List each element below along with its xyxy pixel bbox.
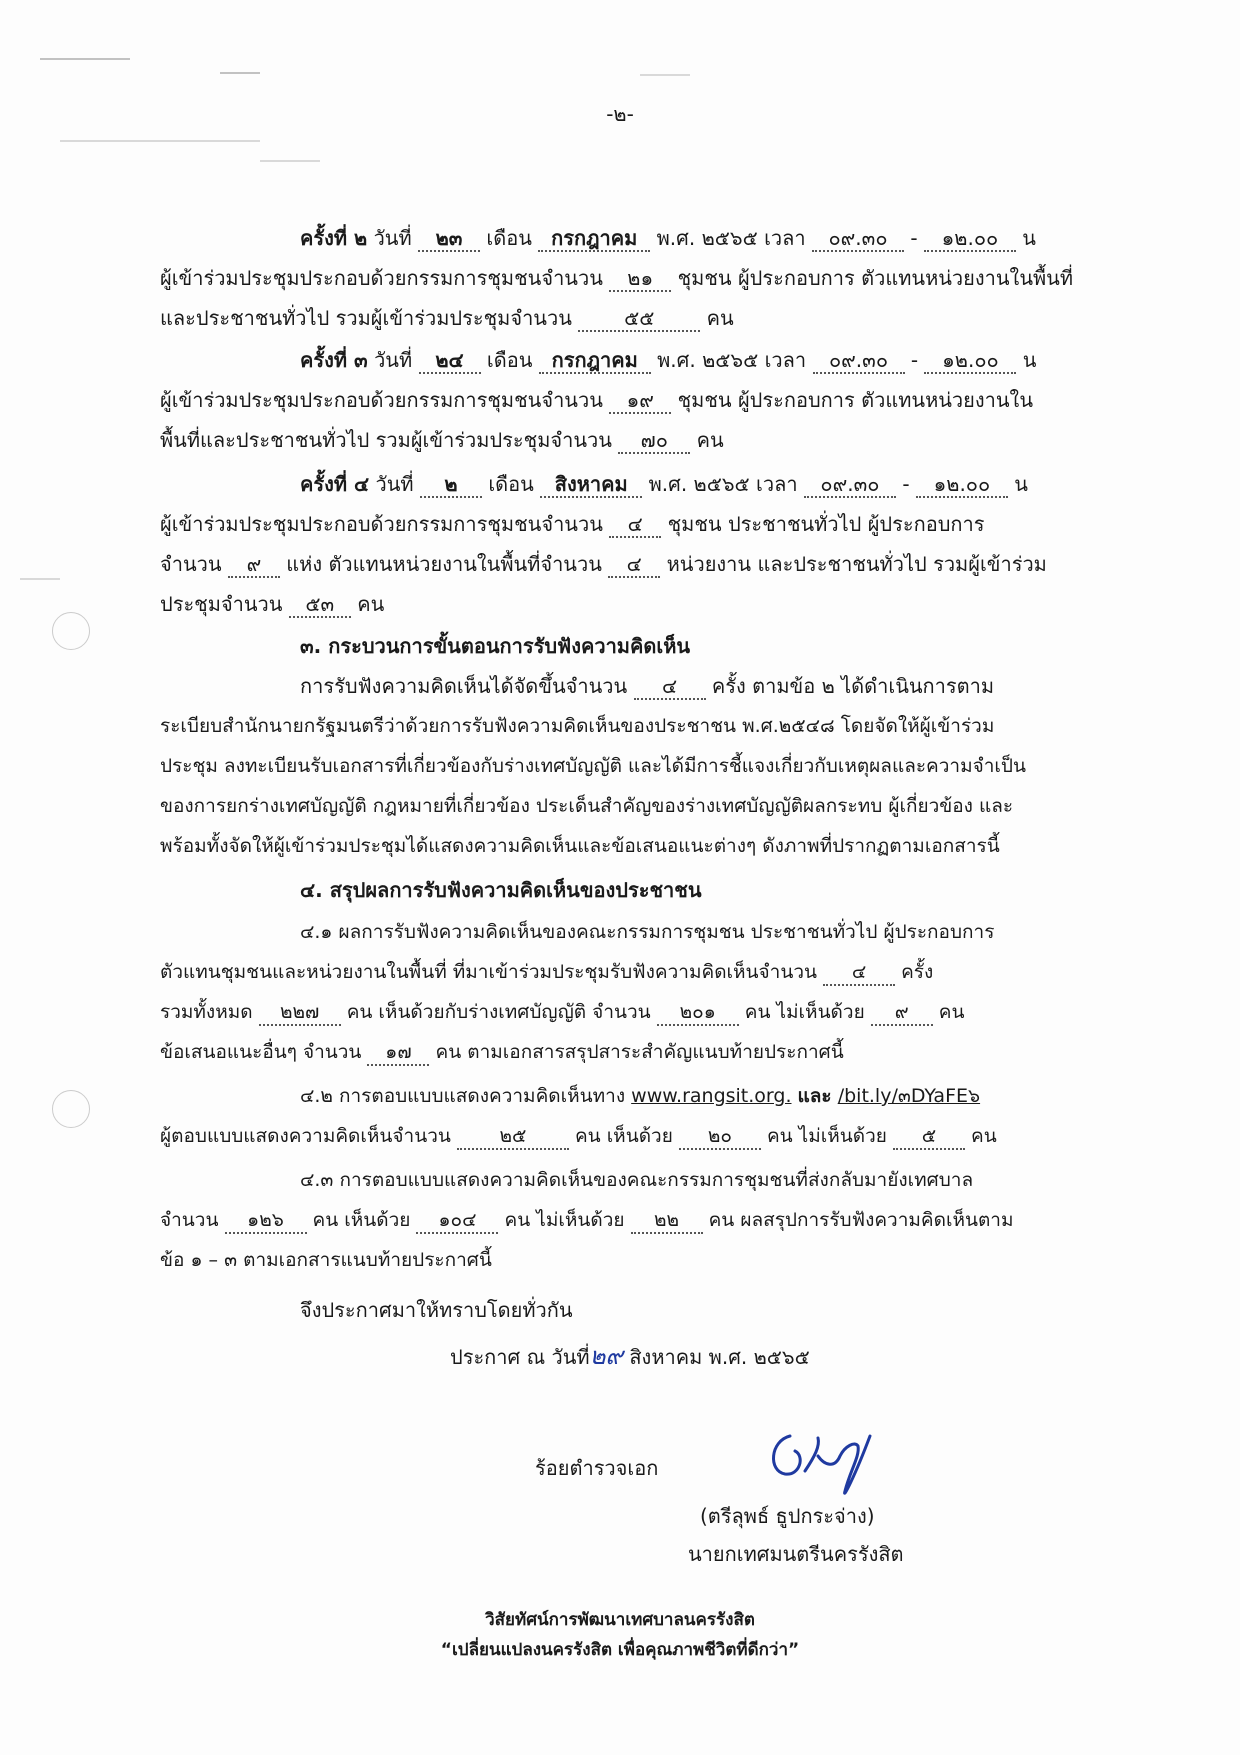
text: ชุมชน ผู้ประกอบการ ตัวแทนหน่วยงานใน <box>677 388 1033 412</box>
session4-agencies: ๔ <box>608 552 660 578</box>
text: ประกาศ ณ วันที่ <box>450 1345 590 1369</box>
text: คน <box>357 592 385 616</box>
text: เดือน <box>486 226 532 250</box>
text: หน่วยงาน และประชาชนทั่วไป รวมผู้เข้าร่วม <box>666 552 1047 576</box>
text: จำนวน <box>160 552 222 576</box>
vision-title: วิสัยทัศน์การพัฒนาเทศบาลนครรังสิต <box>485 1610 755 1630</box>
signature-icon <box>760 1416 900 1506</box>
session2-communities: ๒๑ <box>609 266 671 292</box>
signer-rank: ร้อยตำรวจเอก <box>535 1456 659 1480</box>
text: พ.ศ. ๒๕๖๕ เวลา <box>648 472 798 496</box>
text: วันที่ <box>373 226 412 250</box>
text: - <box>910 226 918 250</box>
text: คน <box>938 1001 965 1023</box>
session4-total: ๕๓ <box>289 592 351 618</box>
session4-operators: ๙ <box>228 552 280 578</box>
text: ชุมชน ประชาชนทั่วไป ผู้ประกอบการ <box>667 512 985 536</box>
text: ประชุมจำนวน <box>160 592 283 616</box>
session4-time-end: ๑๒.๐๐ <box>916 472 1008 498</box>
session2-line2 <box>160 258 1090 298</box>
section4-1-line4 <box>160 1032 1090 1072</box>
session3-label: ครั้งที่ ๓ <box>300 348 368 372</box>
scan-speck <box>40 58 130 60</box>
session2-line1 <box>300 218 1090 258</box>
section4-3-line2 <box>160 1200 1090 1240</box>
section3-line3: ประชุม ลงทะเบียนรับเอกสารที่เกี่ยวข้องกับร่างเทศบัญญัติ และได้มีการชี้แจงเกี่ยวกับเหตุผลและความจำเป็น <box>160 755 1026 777</box>
session4-day: ๒ <box>420 472 482 498</box>
text: จำนวน <box>160 1209 219 1231</box>
text: รวมทั้งหมด <box>160 1001 253 1023</box>
signer-name: (ตรีลุพธ์ ธูปกระจ่าง) <box>700 1504 875 1528</box>
session2-time-start: ๐๙.๓๐ <box>812 226 904 252</box>
s42-total: ๒๕ <box>457 1124 569 1150</box>
text: ครั้ง <box>901 961 934 983</box>
text: วันที่ <box>374 348 413 372</box>
s42-agree: ๒๐ <box>679 1124 761 1150</box>
session3-line2 <box>160 380 1090 420</box>
session4-communities: ๔ <box>609 512 661 538</box>
session4-line1 <box>300 464 1090 504</box>
text: เดือน <box>488 472 534 496</box>
s41-disagree: ๙ <box>871 1000 933 1026</box>
page-number: -๒- <box>606 102 634 126</box>
text: แห่ง ตัวแทนหน่วยงานในพื้นที่จำนวน <box>286 552 602 576</box>
text: พ.ศ. ๒๕๖๕ เวลา <box>657 348 807 372</box>
section4-1-line3 <box>160 992 1090 1032</box>
text: เดือน <box>486 348 533 372</box>
text: คน <box>696 428 724 452</box>
text: คน ไม่เห็นด้วย <box>766 1125 887 1147</box>
session4-time-start: ๐๙.๓๐ <box>804 472 896 498</box>
signature <box>760 1416 900 1506</box>
text: ผู้เข้าร่วมประชุมประกอบด้วยกรรมการชุมชนจำนวน <box>160 266 603 290</box>
text: น <box>1014 472 1028 496</box>
announcement-line: จึงประกาศมาให้ทราบโดยทั่วกัน <box>300 1298 573 1322</box>
text: และ <box>797 1085 832 1107</box>
session4-month: สิงหาคม <box>540 472 642 498</box>
punch-hole-mark <box>52 612 90 650</box>
section3-line4: ของการยกร่างเทศบัญญัติ กฎหมายที่เกี่ยวข้อง ประเด็นสำคัญของร่างเทศบัญญัติผลกระทบ ผู้เกี่ยวข้อง และ <box>160 795 1014 817</box>
session3-communities: ๑๙ <box>609 388 671 414</box>
text: พ.ศ. ๒๕๖๕ เวลา <box>656 226 806 250</box>
section3-heading: ๓. กระบวนการขั้นตอนการรับฟังความคิดเห็น <box>300 634 691 658</box>
session2-day: ๒๓ <box>418 226 480 252</box>
session3-line3 <box>160 420 1090 460</box>
text: ชุมชน ผู้ประกอบการ ตัวแทนหน่วยงานในพื้นที่ <box>677 266 1074 290</box>
session2-month: กรกฎาคม <box>538 226 650 252</box>
s41-times: ๔ <box>823 960 895 986</box>
text: ผู้เข้าร่วมประชุมประกอบด้วยกรรมการชุมชนจำนวน <box>160 388 603 412</box>
s43-agree: ๑๐๔ <box>416 1208 498 1234</box>
scan-speck <box>220 72 260 74</box>
text: คน <box>706 306 734 330</box>
text: ผู้ตอบแบบแสดงความคิดเห็นจำนวน <box>160 1125 451 1147</box>
text: ๔.๒ การตอบแบบแสดงความคิดเห็นทาง <box>300 1085 626 1107</box>
text: ข้อเสนอแนะอื่นๆ จำนวน <box>160 1041 362 1063</box>
text: คน ไม่เห็นด้วย <box>504 1209 625 1231</box>
text: การรับฟังความคิดเห็นได้จัดขึ้นจำนวน <box>300 674 628 698</box>
s41-agree: ๒๐๑ <box>657 1000 739 1026</box>
rangsit-website-link[interactable]: www.rangsit.org. <box>631 1085 792 1107</box>
session4-line2 <box>160 504 1090 544</box>
section3-count: ๔ <box>634 674 706 700</box>
text: คน ไม่เห็นด้วย <box>744 1001 865 1023</box>
handwritten-day: ๒๙ <box>589 1342 623 1370</box>
s43-disagree: ๒๒ <box>631 1208 703 1234</box>
text: น <box>1022 348 1037 372</box>
text: คน <box>971 1125 997 1147</box>
text: - <box>902 472 910 496</box>
text: คน เห็นด้วย <box>312 1209 411 1231</box>
section3-line5: พร้อมทั้งจัดให้ผู้เข้าร่วมประชุมได้แสดงความคิดเห็นและข้อเสนอแนะต่างๆ ดังภาพที่ปรากฏตามเอกสารนี้ <box>160 835 1000 857</box>
text: ตัวแทนชุมชนและหน่วยงานในพื้นที่ ที่มาเข้าร่วมประชุมรับฟังความคิดเห็นจำนวน <box>160 961 817 983</box>
s41-other: ๑๗ <box>367 1040 429 1066</box>
session2-label: ครั้งที่ ๒ <box>300 226 368 250</box>
text: คน เห็นด้วยกับร่างเทศบัญญัติ จำนวน <box>346 1001 651 1023</box>
session4-line4 <box>160 584 1090 624</box>
section4-1-line2 <box>160 952 1090 992</box>
session3-time-end: ๑๒.๐๐ <box>924 348 1016 374</box>
text: คน ตามเอกสารสรุปสาระสำคัญแนบท้ายประกาศนี้ <box>435 1041 844 1063</box>
text: พื้นที่และประชาชนทั่วไป รวมผู้เข้าร่วมประชุมจำนวน <box>160 428 612 452</box>
text: - <box>910 348 919 372</box>
scan-speck <box>60 140 260 142</box>
session2-total: ๕๕ <box>578 306 700 332</box>
signer-position: นายกเทศมนตรีนครรังสิต <box>688 1542 904 1566</box>
text: ครั้ง ตามข้อ ๒ ได้ดำเนินการตาม <box>711 674 995 698</box>
bitly-link[interactable]: /bit.ly/๓DYaFE๖ <box>837 1085 981 1107</box>
session4-line3 <box>160 544 1090 584</box>
session3-line1 <box>300 340 1090 380</box>
s43-total: ๑๒๖ <box>225 1208 307 1234</box>
text: วันที่ <box>375 472 414 496</box>
session4-label: ครั้งที่ ๔ <box>300 472 370 496</box>
section4-2-line1 <box>300 1076 1090 1116</box>
session2-time-end: ๑๒.๐๐ <box>924 226 1016 252</box>
section3-line1 <box>300 666 1090 706</box>
vision-text: “เปลี่ยนแปลงนครรังสิต เพื่อคุณภาพชีวิตที่ดีกว่า” <box>440 1640 800 1660</box>
scan-speck <box>20 578 60 580</box>
punch-hole-mark <box>52 1090 90 1128</box>
s42-disagree: ๕ <box>893 1124 965 1150</box>
section4-1-line1: ๔.๑ ผลการรับฟังความคิดเห็นของคณะกรรมการชุมชน ประชาชนทั่วไป ผู้ประกอบการ <box>300 921 995 943</box>
section4-heading: ๔. สรุปผลการรับฟังความคิดเห็นของประชาชน <box>300 878 702 902</box>
session3-time-start: ๐๙.๓๐ <box>813 348 905 374</box>
announcement-date <box>450 1336 950 1377</box>
section4-3-line3: ข้อ ๑ – ๓ ตามเอกสารแนบท้ายประกาศนี้ <box>160 1249 492 1271</box>
s41-total: ๒๒๗ <box>259 1000 341 1026</box>
session2-line3 <box>160 298 1090 338</box>
text: น <box>1022 226 1036 250</box>
text: สิงหาคม พ.ศ. ๒๕๖๕ <box>629 1345 810 1369</box>
scan-speck <box>260 160 320 162</box>
session3-month: กรกฎาคม <box>539 348 651 374</box>
text: คน ผลสรุปการรับฟังความคิดเห็นตาม <box>708 1209 1014 1231</box>
text: และประชาชนทั่วไป รวมผู้เข้าร่วมประชุมจำนวน <box>160 306 572 330</box>
section3-line2: ระเบียบสำนักนายกรัฐมนตรีว่าด้วยการรับฟังความคิดเห็นของประชาชน พ.ศ.๒๕๔๘ โดยจัดให้ผู้เข้าร่วม <box>160 715 995 737</box>
session3-day: ๒๔ <box>419 348 481 374</box>
section4-3-line1: ๔.๓ การตอบแบบแสดงความคิดเห็นของคณะกรรมการชุมชนที่ส่งกลับมายังเทศบาล <box>300 1169 974 1191</box>
section4-2-line2 <box>160 1116 1090 1156</box>
scan-speck <box>640 74 690 76</box>
text: คน เห็นด้วย <box>574 1125 673 1147</box>
session3-total: ๗๐ <box>618 428 690 454</box>
text: ผู้เข้าร่วมประชุมประกอบด้วยกรรมการชุมชนจำนวน <box>160 512 603 536</box>
